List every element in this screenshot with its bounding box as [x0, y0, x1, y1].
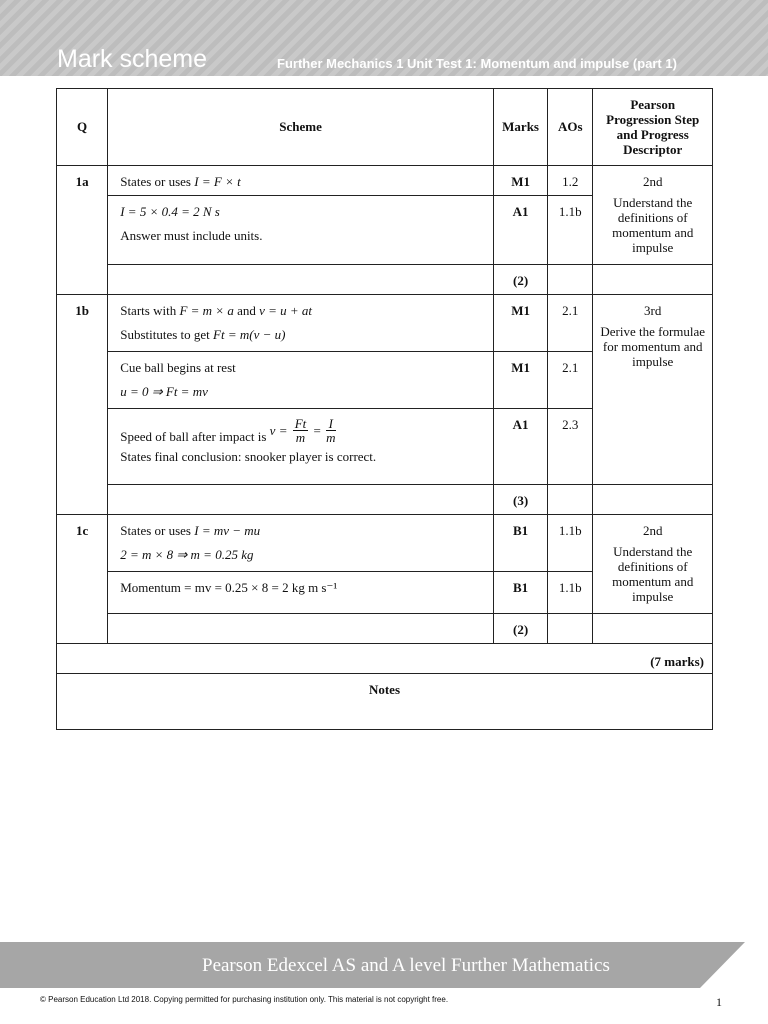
formula: I = mv − mu [194, 523, 261, 538]
fraction-numerator: I [326, 417, 335, 431]
ao-cell: 1.1b [548, 572, 593, 614]
ao-cell: 1.1b [548, 515, 593, 572]
mark-cell: M1 [493, 295, 547, 352]
table-row [57, 166, 713, 196]
header-progression: Pearson Progression Step and Progress Descriptor [593, 89, 713, 166]
ao-cell: 1.2 [548, 166, 593, 196]
empty-cell [548, 265, 593, 295]
formula: I = F × t [194, 174, 241, 189]
header-banner [0, 0, 768, 76]
scheme-text: Starts with [120, 303, 180, 318]
mark-cell: B1 [493, 515, 547, 572]
mark-cell: M1 [493, 166, 547, 196]
scheme-text: Speed of ball after impact is [120, 429, 267, 444]
progression-descriptor: Understand the definitions of momentum and impulse [612, 544, 694, 604]
ao-cell: 2.1 [548, 352, 593, 409]
grand-total: (7 marks) [57, 644, 713, 674]
scheme-note: Answer must include units. [120, 228, 263, 243]
formula: v = u + at [259, 303, 313, 318]
header-q: Q [57, 89, 108, 166]
question-label-1c: 1c [57, 515, 108, 644]
scheme-cell [108, 515, 494, 572]
empty-cell [593, 485, 713, 515]
formula: 2 = m × 8 ⇒ m = 0.25 kg [120, 547, 254, 562]
empty-cell [548, 485, 593, 515]
page-title: Mark scheme [57, 45, 208, 73]
page-subtitle: Further Mechanics 1 Unit Test 1: Momentum and impulse (part 1) [277, 56, 677, 71]
header-aos: AOs [548, 89, 593, 166]
progression-step: 3rd [644, 303, 662, 318]
subtotal-cell: (3) [493, 485, 547, 515]
scheme-text: Momentum = mv = 0.25 × 8 = 2 kg m s⁻¹ [120, 580, 338, 595]
formula: u = 0 ⇒ Ft = mv [120, 384, 208, 399]
scheme-cell [108, 166, 494, 196]
progression-cell [593, 295, 713, 485]
subtotal-cell: (2) [493, 265, 547, 295]
formula: v = [269, 423, 288, 438]
ao-cell: 2.1 [548, 295, 593, 352]
progression-cell [593, 166, 713, 265]
fraction-numerator: Ft [294, 416, 307, 431]
empty-cell [108, 614, 494, 644]
progression-descriptor: Derive the formulae for momentum and impulse [600, 324, 706, 369]
empty-cell [593, 614, 713, 644]
progression-step: 2nd [642, 174, 663, 189]
equals-sign: = [313, 423, 321, 438]
fraction-denominator: m [295, 430, 306, 445]
scheme-text: Cue ball begins at rest [120, 360, 236, 375]
subtotal-cell: (2) [493, 614, 547, 644]
scheme-text: Substitutes to get [120, 327, 214, 342]
notes-row [57, 674, 713, 730]
copyright-notice: © Pearson Education Ltd 2018. Copying permitted for purchasing institution only. This material is not copyright free. [40, 995, 449, 1004]
table-row-total [57, 485, 713, 515]
formula: F = m × a [179, 303, 234, 318]
fraction-denominator: m [326, 430, 336, 445]
ao-cell: 1.1b [548, 196, 593, 265]
empty-cell [548, 614, 593, 644]
formula: Ft = m(v − u) [213, 327, 286, 342]
empty-cell [108, 265, 494, 295]
scheme-cell [108, 295, 494, 352]
question-label-1b: 1b [57, 295, 108, 515]
mark-scheme-table [56, 88, 713, 730]
progression-descriptor: Understand the definitions of momentum and impulse [612, 195, 694, 255]
header-marks: Marks [493, 89, 547, 166]
scheme-cell [108, 196, 494, 265]
table-row [57, 295, 713, 352]
table-row-total [57, 614, 713, 644]
table-row [57, 515, 713, 572]
scheme-text: and [233, 303, 260, 318]
scheme-cell [108, 409, 494, 485]
empty-cell [593, 265, 713, 295]
empty-cell [108, 485, 494, 515]
page-number: 1 [716, 995, 722, 1009]
progression-step: 2nd [642, 523, 663, 538]
mark-cell: A1 [493, 409, 547, 485]
formula: I = 5 × 0.4 = 2 N s [120, 204, 220, 219]
mark-cell: B1 [493, 572, 547, 614]
footer-title: Pearson Edexcel AS and A level Further Mathematics [202, 955, 610, 976]
fraction [326, 417, 335, 445]
scheme-cell [108, 572, 494, 614]
table-row-total [57, 265, 713, 295]
header-scheme: Scheme [108, 89, 494, 166]
scheme-text: States or uses [120, 174, 195, 189]
table-header-row [57, 89, 713, 166]
scheme-cell [108, 352, 494, 409]
scheme-text: States or uses [120, 523, 195, 538]
mark-cell: M1 [493, 352, 547, 409]
progression-cell [593, 515, 713, 614]
notes-heading: Notes [57, 674, 713, 730]
mark-cell: A1 [493, 196, 547, 265]
fraction [293, 417, 309, 445]
grand-total-row [57, 644, 713, 674]
question-label-1a: 1a [57, 166, 108, 295]
scheme-text: States final conclusion: snooker player is correct. [120, 449, 377, 464]
ao-cell: 2.3 [548, 409, 593, 485]
